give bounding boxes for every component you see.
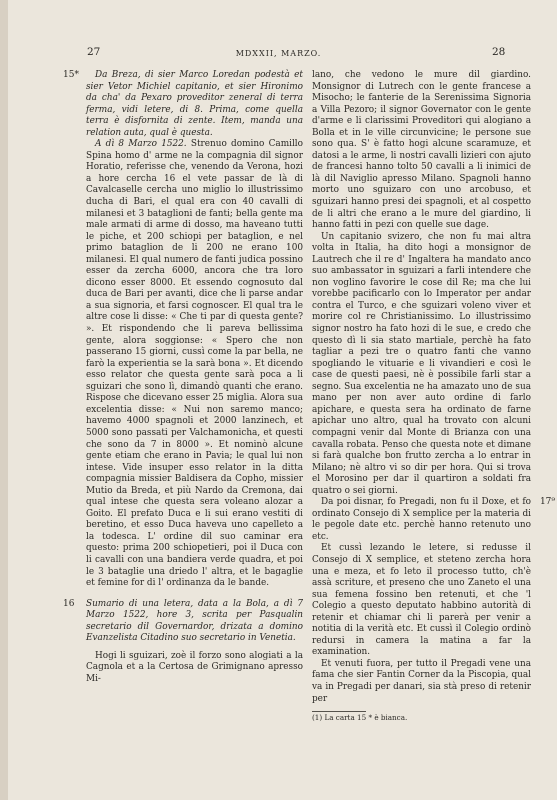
section-pregadi — [312, 497, 555, 543]
paragraph-sguizari: Hogi li sguizari, zoè il forzo sono alogiati a la Cagnola et a la Certosa de Grimignano apresso Mi- — [86, 650, 303, 684]
left-column — [63, 70, 303, 685]
margin-number-15: 15* — [63, 70, 79, 80]
page-binding-edge — [0, 0, 8, 800]
paragraph-relation — [86, 139, 303, 589]
right-page-number: 28 — [492, 46, 506, 58]
paragraph-consejo: Et cussì lezando le letere, si redusse il Consejo di X semplice, et steteno zercha hora una e meza, et fo leto il processo tutto, ch'è assà scriture, et preseno che uno Zaneto el una sua femena fossino ben retenuti, et che 'l Colegio a questo deputato habbino autorità di retenir et chiamar chi li parerà per venir a notitia di la verità etc. Et cussì il Colegio ordinò redursi in camera la matina a far la examination. — [312, 543, 531, 658]
footnote: (1) La carta 15 * è bianca. — [312, 713, 408, 723]
paragraph-breza: Da Breza, di sier Marco Loredan podestà et sier Vetor Michiel capitanio, et sier Hironimo da cha' da Pexaro proveditor zeneral di terra ferma, vidi letere, di 8. Prima, come quella terra è disfornita di zente. Item, manda una relation auta, qual è questa. — [86, 70, 303, 138]
margin-number-17: 17⁹ — [539, 497, 555, 508]
relation-text: Strenuo domino Camillo Spina homo d' arme ne la compagnia dil signor Horatio, referisse che, venendo da Verona, hozi a hore cercha 16 el vete passar de là di Cavalcaselle cercha uno miglio lo illustrissimo ducha di Bari, el qual era con 40 cavalli di milanesi et 3 bataglioni de fanti; bella gente ma male armati di arme di dosso, ma haveano tutti le piche, et 200 schiopi per bataglion, e nel primo bataglion de li 200 ne erano 100 milanesi. El qual numero de fanti judica possino esser da zercha 6000, ancora che tra loro dicono esser 8000. Et essendo cognosuto dal duca de Bari per avanti, dice che li parse andar a sua signoria, et farsi cognoscer. El qual tra le altre cose li disse: « Che ti par di questa gente? ». Et rispondendo che li pareva bellissima gente, alora soggionse: « Spero che non passerano 15 giorni, cussì come la par bella, ne farò la experientia se la sarà bona ». Et dicendo esso relator che questa gente sarà poca a li sguizari che sono lì, dimandò quanti che erano. Rispose che dicevano esser 25 miglia. Alora sua excelentia disse: « Nui non saremo manco; havemo 4000 spagnoli et 2000 lanzinech, et 5000 sono passati per Valchamonicha, et questi che sono da 7 in 8000 ». Et nominò alcune gente etiam che erano in Pavia; le qual lui non intese. Vide insuper esso relator in la ditta compagnia missier Baldisera da Copho, missier Mutio da Breda, et più Nardo da Cremona, dai qual intese che questa sera voleano alozar a Goito. El prefato Duca e li sui erano vestiti di beretino, et esso Duca haveva uno capelleto a la todesca. L' ordine dil suo caminar era questo: prima 200 schiopetieri, poi il Duca con li cavalli con una bandiera verde quadra, et poi le 3 bataglie una driedo l' altra, et le bagaglie et femine for di l' ordinanza da le bande. — [86, 139, 303, 589]
left-page-number: 27 — [87, 46, 101, 58]
paragraph-capitanio: Un capitanio svizero, che non fu mai altra volta in Italia, ha dito hogi a monsignor de Lautrech che il re d' Ingaltera ha mandato anco suo ambassator in sguizari a farli intendere che non voglino favorire le cose dil Re; ma che lui vorebbe pacificarlo con lo Imperator per andar contra el Turco, e che sguizari voleno viver et morire col re Christianissimo. Lo illustrissimo signor nostro ha fato hozi di le sue, e credo che questo dì li sia stato martiale, perchè ha fato tagliar a pezi tre o quatro fanti che vanno spogliando le vituarie e li vivandieri e così le case de questi paesi, nè è possibile farli star a segno. Sua excelentia ne ha amazato uno de sua mano per non aver auto ordine di farlo apichare, e questa sera ha ordinato de farne apichar uno altro, qual ha trovato con alcuni compagni venir dal Monte di Brianza con una cavalla robata. Penso che questa note et dimane si farà qualche bon frutto zercha a lo entrar in Milano; nè altro vi so dir per hora. Qui si trova el Morosino per dar il quartiron a soldati fra quatro o sei giorni. — [312, 231, 531, 496]
paragraph-sumario: Sumario di una letera, data a la Bola, a dì 7 Marzo 1522, hore 3, scrita per Pasqualin secretario dil Governardor, drizata a domino Evanzelista Citadino suo secretario in Venetia. — [86, 598, 303, 644]
paragraph-continuation: lano, che vedono le mure dil giardino. Monsignor di Lutrech con le gente francese a Misocho; le fanterie de la Serenissima Signoria a Villa Pezoro; il signor Governator con le gente d'arme e li clarissimi Proveditori qui alogiano a Bolla et in le ville circunvicine; le persone sue sono qua. S' è fatto hogi alcune scaramuze, et datosi a le arme, li nostri cavalli lizieri con ajuto de francesi hanno tolto 50 cavalli a li inimici de là dil Naviglio apresso Milano. Spagnoli hanno morto uno sguizaro con uno arcobuso, et sguizari hanno presi dei spagnoli, et al cospetto de li altri che erano a le mure del giardino, li hanno fatti in pezi con quelle sue dage. — [312, 70, 531, 231]
section-breza-letter — [63, 70, 303, 139]
paragraph-pregadi: Da poi disnar, fo Pregadi, non fu il Doxe, et fo ordinato Consejo di X semplice per la materia di le pegole date etc. perchè hanno retenuto uno etc. — [312, 497, 531, 542]
margin-number-16: 16 — [63, 598, 75, 609]
right-column — [312, 70, 555, 724]
section-sumario — [63, 598, 303, 645]
running-title: MDXXII, MARZO. — [235, 49, 322, 58]
paragraph-fama: Et venuti fuora, per tutto il Pregadi vene una fama che sier Fantin Corner da la Piscopia, qual va in Pregadi per danari, sia stà preso di retenir per — [312, 658, 531, 704]
relation-date: A dì 8 Marzo 1522. — [95, 139, 187, 150]
